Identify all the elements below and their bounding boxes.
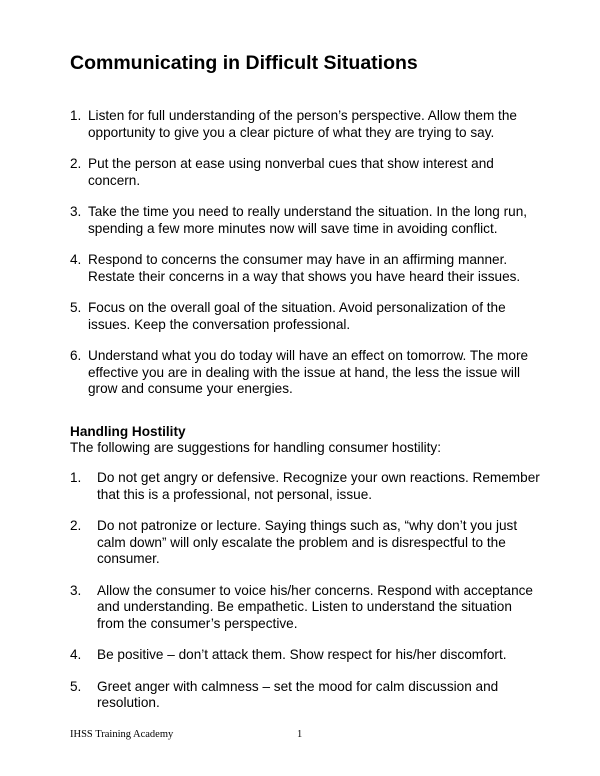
page-title: Communicating in Difficult Situations — [70, 52, 418, 74]
item-number: 1. — [70, 470, 82, 485]
item-number: 5. — [70, 300, 82, 315]
item-text: Put the person at ease using nonverbal cues that show interest and concern. — [88, 156, 494, 188]
communication-tips-list — [70, 108, 540, 413]
list-item — [70, 156, 540, 189]
list-item — [70, 470, 540, 503]
section-heading: Handling Hostility — [70, 424, 186, 439]
list-item — [70, 679, 540, 712]
item-number: 2. — [70, 156, 82, 171]
item-text: Greet anger with calmness – set the mood for calm discussion and resolution. — [97, 678, 499, 710]
item-text: Understand what you do today will have an effect on tomorrow. The more effective you are in dealing with the issue at hand, the less the issue will grow and consume your energies. — [88, 348, 529, 396]
hostility-tips-list — [70, 470, 540, 727]
list-item — [70, 348, 540, 398]
item-number: 1. — [70, 108, 82, 123]
item-number: 4. — [70, 647, 82, 662]
item-text: Listen for full understanding of the person’s perspective. Allow them the opportunity to give you a clear picture of what they are trying to say. — [88, 108, 517, 140]
footer-org: IHSS Training Academy — [70, 729, 174, 740]
list-item — [70, 252, 540, 285]
list-item — [70, 583, 540, 633]
list-item — [70, 204, 540, 237]
list-item — [70, 300, 540, 333]
item-text: Allow the consumer to voice his/her concerns. Respond with acceptance and understanding. Be empathetic. Listen to understand the situation from the consumer’s perspective. — [97, 582, 533, 631]
item-text: Focus on the overall goal of the situation. Avoid personalization of the issues. Keep the conversation professional. — [88, 300, 506, 332]
item-number: 2. — [70, 518, 82, 533]
section-intro: The following are suggestions for handling consumer hostility: — [70, 440, 442, 455]
list-item — [70, 518, 540, 568]
item-number: 6. — [70, 348, 82, 363]
item-text: Take the time you need to really understand the situation. In the long run, spending a few more minutes now will save time in avoiding conflict. — [88, 204, 528, 236]
item-number: 3. — [70, 204, 82, 219]
page-number: 1 — [297, 729, 303, 740]
item-text: Respond to concerns the consumer may have in an affirming manner. Restate their concerns in a way that shows you have heard their issues. — [88, 252, 521, 284]
list-item — [70, 108, 540, 141]
item-number: 5. — [70, 678, 82, 694]
item-text: Be positive – don’t attack them. Show respect for his/her discomfort. — [97, 647, 507, 662]
item-number: 3. — [70, 582, 82, 598]
item-text: Do not patronize or lecture. Saying things such as, “why don’t you just calm down” will only escalate the problem and is disrespectful to the consumer. — [97, 518, 518, 566]
list-item — [70, 647, 540, 664]
item-text: Do not get angry or defensive. Recognize your own reactions. Remember that this is a professional, not personal, issue. — [97, 470, 540, 502]
item-number: 4. — [70, 252, 82, 267]
